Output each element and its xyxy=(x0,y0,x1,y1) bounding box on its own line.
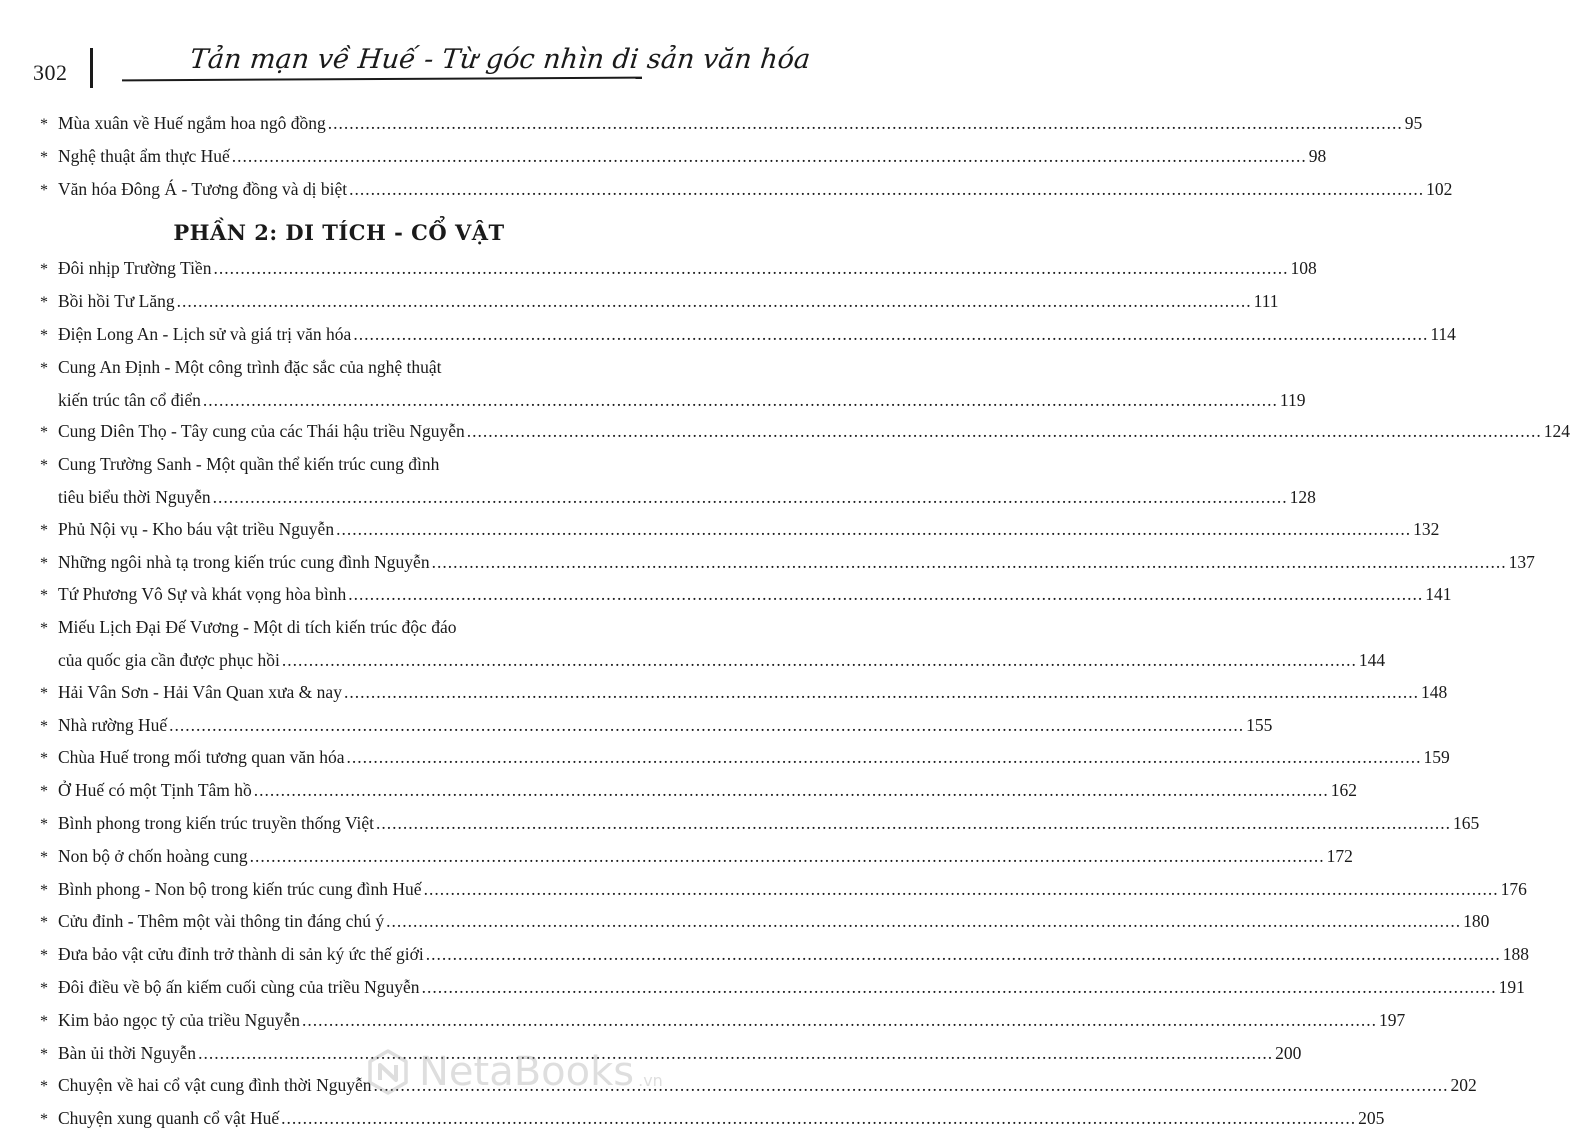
dot-leader xyxy=(177,286,1252,318)
toc-bullet: * xyxy=(40,1012,48,1030)
toc-entry-title: Phủ Nội vụ - Kho báu vật triều Nguyễn xyxy=(58,518,335,539)
toc-entry-title: Kim bảo ngọc tỷ của triều Nguyễn xyxy=(58,1009,301,1030)
toc-bullet: * xyxy=(40,684,48,702)
toc-part-1-tail xyxy=(40,108,1453,206)
toc-bullet: * xyxy=(40,914,48,932)
toc-bullet: * xyxy=(40,521,48,539)
toc-bullet: * xyxy=(40,947,48,965)
dot-leader xyxy=(281,1103,1356,1135)
toc-entry-title: Đôi điều về bộ ấn kiếm cuối cùng của triều Nguyễn xyxy=(58,976,420,997)
toc-entry-title: Chuyện về hai cổ vật cung đình thời Nguyễn xyxy=(58,1075,372,1096)
watermark-brand: NetaBooks xyxy=(419,1049,635,1095)
toc-page-number: 114 xyxy=(1430,323,1456,344)
dot-leader xyxy=(432,547,1507,579)
toc-page-number: 141 xyxy=(1425,584,1452,605)
toc-entry xyxy=(40,514,1440,547)
toc-entry-title: Bàn ủi thời Nguyễn xyxy=(58,1042,197,1063)
toc-page-number: 165 xyxy=(1453,812,1480,833)
toc-entry-title: Bình phong trong kiến trúc truyền thống Việt xyxy=(58,812,375,833)
toc-page-number: 200 xyxy=(1275,1042,1302,1063)
netabooks-watermark xyxy=(365,1042,685,1102)
toc-page-number: 205 xyxy=(1358,1108,1385,1129)
dot-leader xyxy=(232,141,1307,173)
toc-page-number: 132 xyxy=(1413,518,1440,539)
dot-leader xyxy=(422,972,1497,1004)
toc-entry-title: Cung Diên Thọ - Tây cung của các Thái hậu triều Nguyễn xyxy=(58,421,465,442)
dot-leader xyxy=(302,1005,1377,1037)
toc-entry-title: tiêu biểu thời Nguyễn xyxy=(58,486,211,507)
toc-bullet: * xyxy=(40,359,48,377)
toc-page-number: 155 xyxy=(1246,714,1273,735)
toc-page-number: 188 xyxy=(1502,944,1530,965)
dot-leader xyxy=(213,253,1288,285)
toc-bullet: * xyxy=(40,261,48,279)
toc-entry-title: Bồi hồi Tư Lăng xyxy=(58,291,175,312)
toc-entry-title: Đưa bảo vật cửu đỉnh trở thành di sản ký ức thế giới xyxy=(58,944,424,965)
toc-entry xyxy=(40,174,1453,207)
netabooks-logo-icon xyxy=(365,1049,411,1095)
toc-entry xyxy=(40,253,1317,286)
toc-bullet: * xyxy=(40,815,48,833)
dot-leader xyxy=(376,808,1451,840)
toc-entry-title: Chuyện xung quanh cổ vật Huế xyxy=(58,1108,280,1129)
toc-entry xyxy=(40,710,1273,743)
toc-bullet: * xyxy=(40,881,48,899)
dot-leader xyxy=(282,645,1357,677)
toc-bullet: * xyxy=(40,326,48,344)
toc-page-number: 102 xyxy=(1426,178,1453,199)
section-heading: PHẦN 2: DI TÍCH - CỔ VẬT xyxy=(173,220,505,246)
toc-entry xyxy=(40,547,1535,580)
toc-bullet: * xyxy=(40,294,48,312)
toc-bullet: * xyxy=(40,620,48,638)
toc-entry xyxy=(40,906,1490,939)
toc-entry xyxy=(40,108,1423,141)
toc-page-number: 95 xyxy=(1404,113,1423,133)
toc-bullet: * xyxy=(40,1111,48,1129)
toc-page-number: 176 xyxy=(1500,878,1527,899)
toc-entry-title-line-1: Cung Trường Sanh - Một quần thể kiến trúc cung đình xyxy=(58,454,440,475)
toc-page-number: 180 xyxy=(1463,911,1490,932)
toc-entry xyxy=(40,286,1279,319)
toc-page-number: 191 xyxy=(1498,976,1525,997)
toc-page-number: 98 xyxy=(1308,145,1327,166)
toc-entry xyxy=(40,677,1448,710)
header-rule xyxy=(122,77,642,82)
toc-page-number: 124 xyxy=(1543,421,1570,442)
dot-leader xyxy=(344,677,1419,709)
toc-bullet: * xyxy=(40,424,48,442)
toc-page-number: 172 xyxy=(1326,845,1353,866)
toc-entry-title: Nhà rường Huế xyxy=(58,714,168,735)
toc-page-number: 128 xyxy=(1289,486,1316,507)
toc-entry xyxy=(40,1005,1406,1038)
toc-page-number: 111 xyxy=(1253,291,1279,312)
toc-bullet: * xyxy=(40,750,48,768)
toc-bullet: * xyxy=(40,848,48,866)
dot-leader xyxy=(254,775,1329,807)
toc-bullet: * xyxy=(40,116,48,133)
toc-entry-title: Hải Vân Sơn - Hải Vân Quan xưa & nay xyxy=(58,681,342,702)
toc-bullet: * xyxy=(40,181,48,199)
toc-bullet: * xyxy=(40,979,48,997)
toc-entry-title: Cửu đỉnh - Thêm một vài thông tin đáng chú ý xyxy=(58,911,385,932)
toc-entry-title: Ở Huế có một Tịnh Tâm hồ xyxy=(58,780,252,801)
dot-leader xyxy=(349,174,1424,206)
toc-page-number: 159 xyxy=(1423,747,1450,768)
toc-entry xyxy=(40,1103,1385,1136)
toc-bullet: * xyxy=(40,587,48,605)
dot-leader xyxy=(347,742,1422,774)
header-divider xyxy=(90,48,93,88)
toc-page-number: 108 xyxy=(1290,258,1317,279)
toc-entry-title: Những ngôi nhà tạ trong kiến trúc cung đình Nguyễn xyxy=(58,551,430,572)
dot-leader xyxy=(250,841,1325,873)
toc-page-number: 197 xyxy=(1379,1009,1406,1030)
toc-entry-title: của quốc gia cần được phục hồi xyxy=(58,649,280,670)
dot-leader xyxy=(348,579,1423,611)
toc-page-number: 162 xyxy=(1330,780,1358,801)
toc-entry-title: kiến trúc tân cổ điển xyxy=(58,389,201,410)
toc-bullet: * xyxy=(40,1078,48,1096)
toc-entry-title: Tứ Phương Vô Sự và khát vọng hòa bình xyxy=(58,584,347,605)
toc-entry xyxy=(40,972,1525,1005)
toc-entry-title: Mùa xuân về Huế ngắm hoa ngô đồng xyxy=(58,113,326,133)
toc-entry-title: Điện Long An - Lịch sử và giá trị văn hóa xyxy=(58,323,352,344)
dot-leader xyxy=(426,939,1501,971)
page-number: 302 xyxy=(33,60,68,85)
toc-entry xyxy=(40,319,1456,352)
toc-entry xyxy=(40,874,1527,907)
toc-entry xyxy=(40,416,1570,449)
dot-leader xyxy=(198,1038,1273,1070)
toc-page-number: 119 xyxy=(1279,389,1306,410)
toc-entry-title: Chùa Huế trong mối tương quan văn hóa xyxy=(58,747,345,768)
toc-bullet: * xyxy=(40,148,48,166)
toc-entry xyxy=(40,775,1358,808)
toc-bullet: * xyxy=(40,554,48,572)
dot-leader xyxy=(203,385,1278,417)
toc-page-number: 148 xyxy=(1420,681,1448,702)
toc-entry xyxy=(40,449,1316,514)
toc-entry-title: Văn hóa Đông Á - Tương đồng và dị biệt xyxy=(58,178,348,199)
toc-entry-title: Non bộ ở chốn hoàng cung xyxy=(58,845,248,866)
toc-entry-title: Bình phong - Non bộ trong kiến trúc cung đình Huế xyxy=(58,878,422,899)
toc-bullet: * xyxy=(40,1045,48,1063)
toc-entry-title: Đôi nhịp Trường Tiền xyxy=(58,258,212,279)
dot-leader xyxy=(424,874,1499,906)
dot-leader xyxy=(386,906,1461,938)
page-header xyxy=(0,0,812,100)
toc-page-number: 137 xyxy=(1508,551,1535,572)
dot-leader xyxy=(213,482,1288,514)
toc-entry xyxy=(40,352,1306,417)
toc-entry xyxy=(40,612,1386,677)
watermark-suffix: .vn xyxy=(638,1070,663,1090)
running-title: Tản mạn về Huế - Từ góc nhìn di sản văn hóa xyxy=(188,44,812,75)
toc-page-number: 144 xyxy=(1358,649,1386,670)
dot-leader xyxy=(336,514,1411,546)
dot-leader xyxy=(353,319,1428,351)
toc-entry-title-line-1: Cung An Định - Một công trình đặc sắc của nghệ thuật xyxy=(58,356,442,377)
toc-entry xyxy=(40,808,1480,841)
toc-page-number: 202 xyxy=(1450,1075,1477,1096)
toc-bullet: * xyxy=(40,717,48,735)
toc-entry-title-line-1: Miếu Lịch Đại Đế Vương - Một di tích kiến trúc độc đáo xyxy=(58,617,457,638)
toc-entry xyxy=(40,742,1450,775)
toc-entry-title: Nghệ thuật ẩm thực Huế xyxy=(58,145,230,166)
toc-entry xyxy=(40,841,1353,874)
dot-leader xyxy=(467,416,1542,448)
toc-entry xyxy=(40,939,1530,972)
toc-bullet: * xyxy=(40,783,48,801)
toc-entry xyxy=(40,579,1452,612)
dot-leader xyxy=(328,108,1403,140)
toc-entry xyxy=(40,141,1327,174)
dot-leader xyxy=(169,710,1244,742)
toc-bullet: * xyxy=(40,457,48,475)
